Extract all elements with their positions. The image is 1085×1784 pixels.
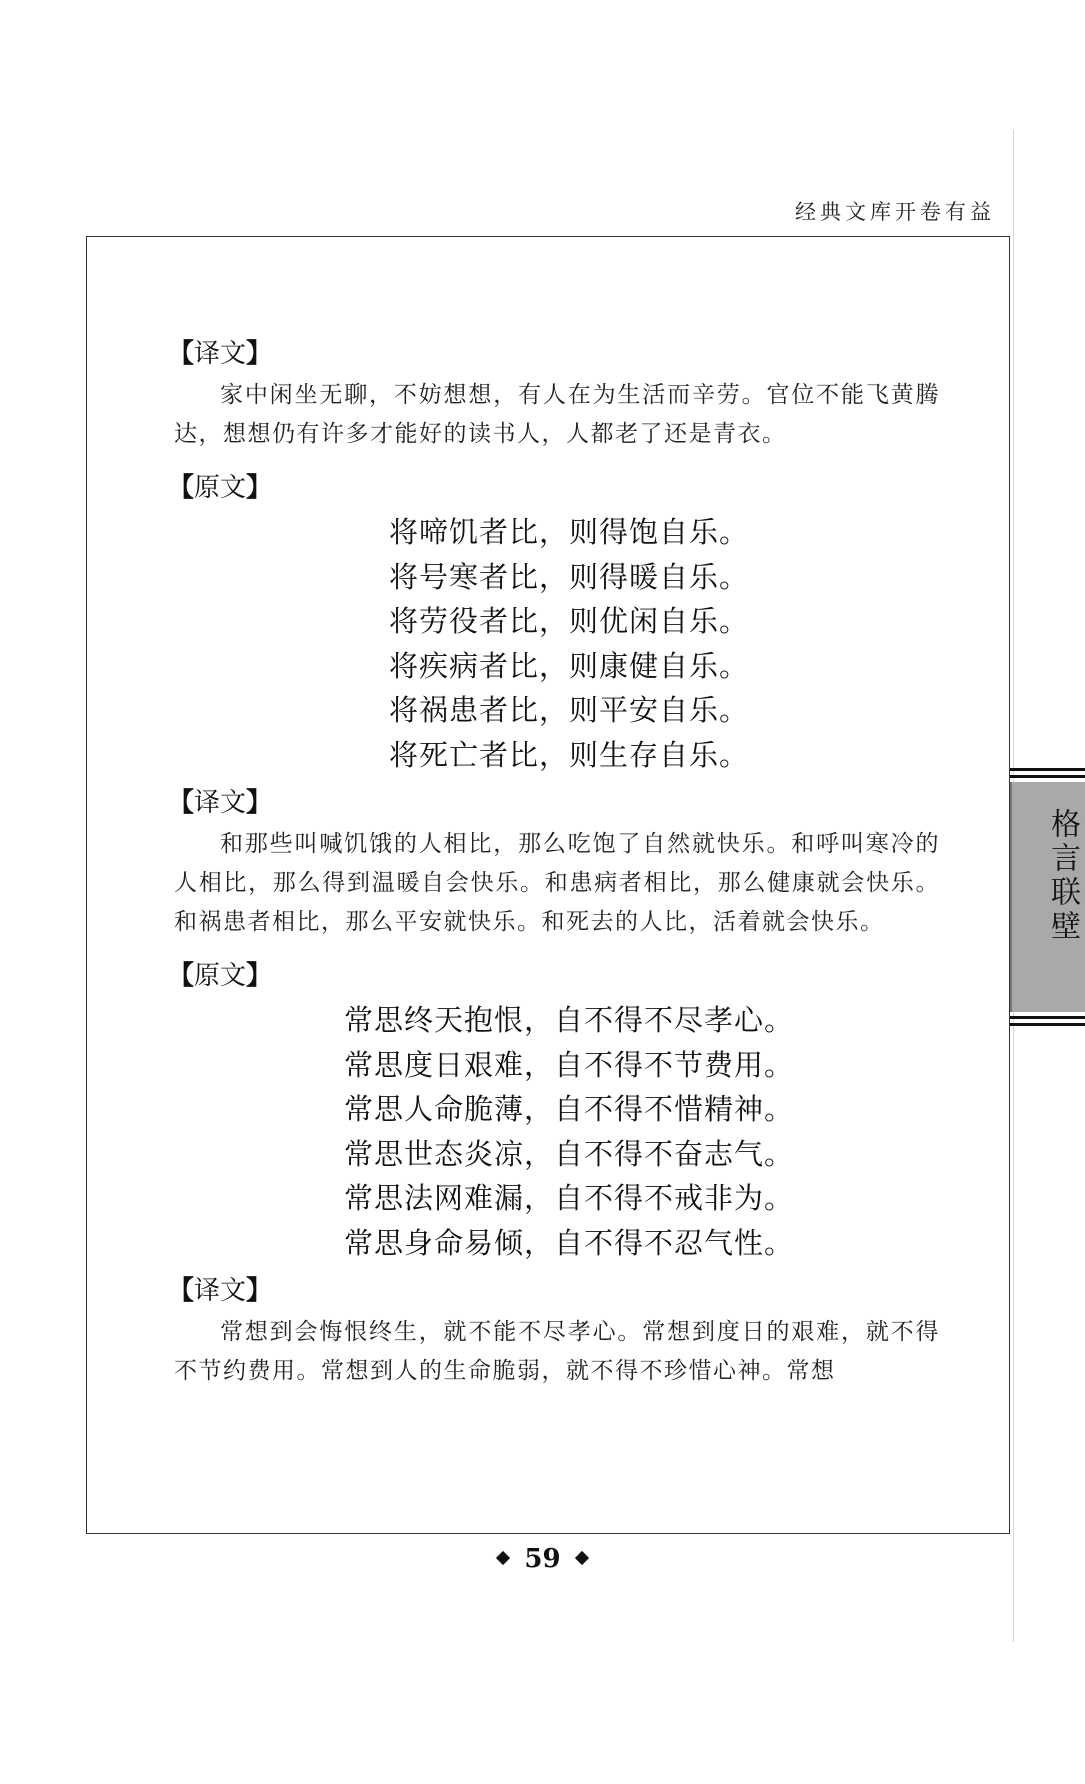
- section-label-text: 译文: [194, 339, 247, 369]
- verse-line: 常思世态炎凉，自不得不奋志气。: [344, 1136, 795, 1171]
- verse-line: 常思法网难漏，自不得不戒非为。: [344, 1181, 795, 1215]
- chapter-side-tab: [1010, 768, 1085, 1026]
- verse-line: 将祸患者比，则平安自乐。: [389, 693, 750, 727]
- verse-line: 常思终天抱恨，自不得不尽孝心。: [344, 1003, 795, 1037]
- verse-block: [174, 510, 940, 777]
- section-label: 【译文】: [168, 339, 273, 369]
- translation-section-3: [168, 1273, 940, 1391]
- section-label: 【译文】: [168, 788, 273, 818]
- verse-line: 将啼饥者比，则得饱自乐。: [389, 515, 750, 549]
- chapter-tab-title: 格言联壁: [1045, 808, 1080, 944]
- page-content: [168, 336, 940, 1407]
- verse-line: 将劳役者比，则优闲自乐。: [389, 604, 750, 638]
- verse-line: 将号寒者比，则得暖自乐。: [389, 559, 750, 594]
- tab-body: [1010, 782, 1085, 1012]
- verse-block: [174, 998, 940, 1265]
- diamond-icon: [575, 1551, 589, 1565]
- verse-line: 常思人命脆薄，自不得不惜精神。: [344, 1092, 795, 1126]
- page-number-text: 59: [524, 1544, 561, 1574]
- translation-paragraph: 和那些叫喊饥饿的人相比，那么吃饱了自然就快乐。和呼叫寒冷的人相比，那么得到温暖自会快乐。和患病者相比，那么健康就会快乐。和祸患者相比，那么平安就快乐。和死去的人比，活着就会快乐。: [174, 831, 940, 935]
- section-label: 【原文】: [168, 473, 273, 503]
- section-label: 【原文】: [168, 961, 273, 991]
- running-header: 经典文库开卷有益: [795, 200, 995, 224]
- verse-line: 常思身命易倾，自不得不忍气性。: [344, 1225, 795, 1260]
- translation-section-2: [168, 785, 940, 942]
- diamond-icon: [496, 1551, 510, 1565]
- original-section-2: [168, 958, 940, 1265]
- verse-line: 将死亡者比，则生存自乐。: [389, 737, 750, 772]
- page-number: [0, 1544, 1085, 1574]
- tab-rule-bottom: [1010, 1016, 1085, 1026]
- translation-section-1: [168, 336, 940, 454]
- section-label-text: 原文: [194, 961, 247, 991]
- original-section-1: [168, 470, 940, 777]
- translation-paragraph: 家中闲坐无聊，不妨想想，有人在为生活而辛劳。官位不能飞黄腾达，想想仍有许多才能好的读书人，人都老了还是青衣。: [174, 382, 940, 447]
- section-label: 【译文】: [168, 1276, 273, 1306]
- section-label-text: 译文: [194, 788, 247, 818]
- tab-rule-top: [1010, 768, 1085, 778]
- verse-line: 常思度日艰难，自不得不节费用。: [344, 1047, 795, 1082]
- section-label-text: 译文: [194, 1276, 247, 1306]
- section-label-text: 原文: [194, 473, 247, 503]
- verse-line: 将疾病者比，则康健自乐。: [389, 648, 750, 683]
- translation-paragraph: 常想到会悔恨终生，就不能不尽孝心。常想到度日的艰难，就不得不节约费用。常想到人的生命脆弱，就不得不珍惜心神。常想: [174, 1319, 940, 1384]
